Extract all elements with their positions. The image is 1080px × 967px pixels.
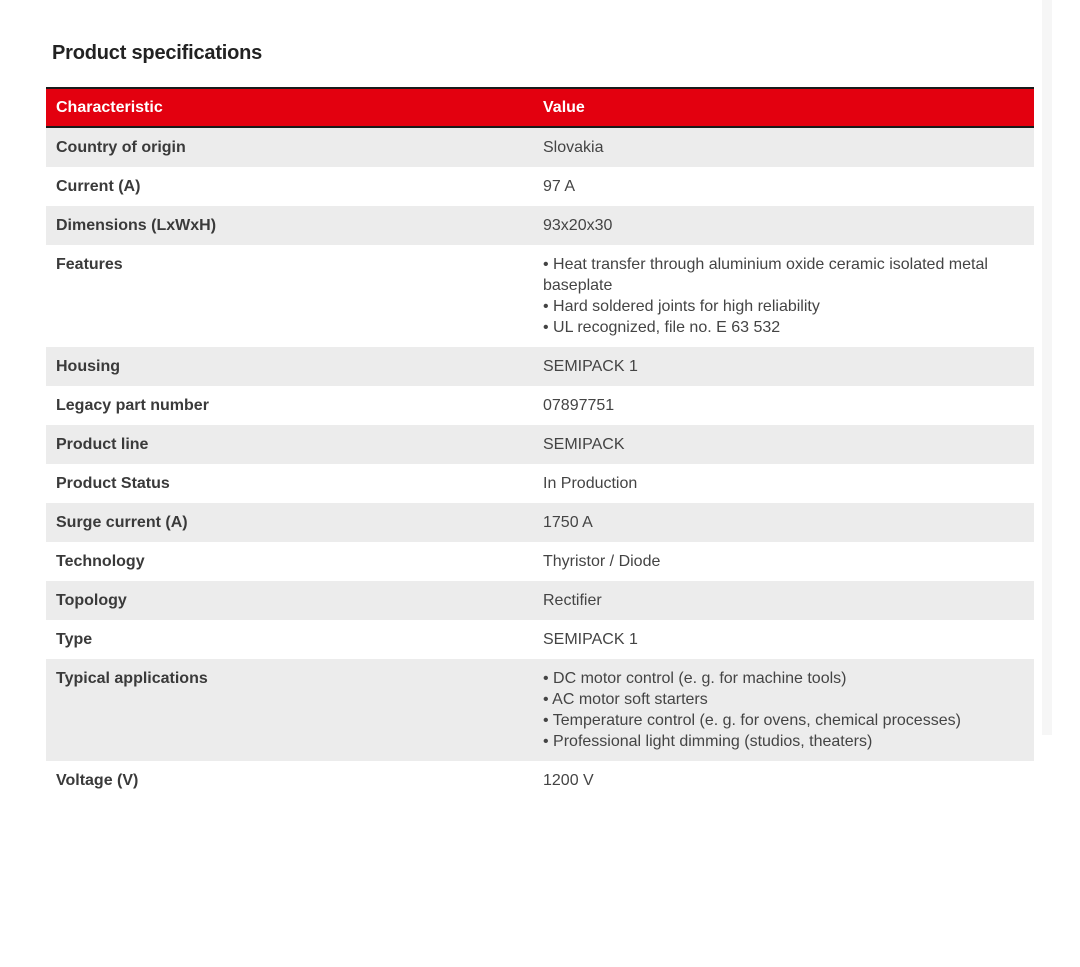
page-title: Product specifications [52,42,263,64]
table-row [46,761,1034,800]
value-line: SEMIPACK 1 [543,358,638,375]
value-line: 07897751 [543,397,615,414]
row-value [540,167,1034,206]
row-characteristic: Housing [56,358,120,375]
row-characteristic: Technology [56,553,145,570]
row-characteristic: Surge current (A) [56,514,188,531]
value-line: • DC motor control (e. g. for machine tools) [543,670,847,687]
value-line: 1750 A [543,514,593,531]
row-value [540,503,1034,542]
table-row [46,386,1034,425]
row-characteristic: Legacy part number [56,397,209,414]
table-row [46,127,1034,167]
value-line: In Production [543,475,638,492]
value-line: Rectifier [543,592,602,609]
table-row [46,581,1034,620]
table-header-row [46,88,1034,127]
row-value [540,425,1034,464]
value-line: • Heat transfer through aluminium oxide ceramic isolated metal baseplate [543,256,988,294]
row-value [540,464,1034,503]
row-characteristic: Country of origin [56,139,186,156]
value-line: 97 A [543,178,576,195]
row-characteristic: Dimensions (LxWxH) [56,217,217,234]
value-line: 93x20x30 [543,217,613,234]
table-row [46,503,1034,542]
row-value [540,620,1034,659]
row-value [540,245,1034,347]
header-value: Value [540,88,1034,127]
row-value [540,206,1034,245]
spec-table [46,87,1034,800]
row-value [540,761,1034,800]
scrollbar[interactable] [1042,0,1052,735]
row-value [540,127,1034,167]
row-characteristic: Product line [56,436,149,453]
table-row [46,620,1034,659]
row-value [540,659,1034,761]
value-line: SEMIPACK [543,436,625,453]
row-characteristic: Current (A) [56,178,141,195]
table-row [46,245,1034,347]
table-row [46,425,1034,464]
row-characteristic: Features [56,256,123,273]
table-row [46,347,1034,386]
value-line: SEMIPACK 1 [543,631,638,648]
value-line: Slovakia [543,139,604,156]
row-characteristic: Product Status [56,475,170,492]
row-value [540,542,1034,581]
row-characteristic: Topology [56,592,127,609]
value-line: Thyristor / Diode [543,553,661,570]
value-line: • UL recognized, file no. E 63 532 [543,319,781,336]
row-characteristic: Voltage (V) [56,772,139,789]
row-characteristic: Type [56,631,93,648]
table-row [46,206,1034,245]
spec-table-body [46,127,1034,800]
value-line: • AC motor soft starters [543,691,708,708]
row-value [540,347,1034,386]
value-line: 1200 V [543,772,594,789]
row-characteristic: Typical applications [56,670,208,687]
value-line: • Professional light dimming (studios, theaters) [543,733,873,750]
value-line: • Temperature control (e. g. for ovens, chemical processes) [543,712,961,729]
table-row [46,167,1034,206]
table-row [46,659,1034,761]
table-row [46,542,1034,581]
row-value [540,386,1034,425]
row-value [540,581,1034,620]
header-characteristic: Characteristic [46,88,540,127]
table-row [46,464,1034,503]
value-line: • Hard soldered joints for high reliability [543,298,820,315]
